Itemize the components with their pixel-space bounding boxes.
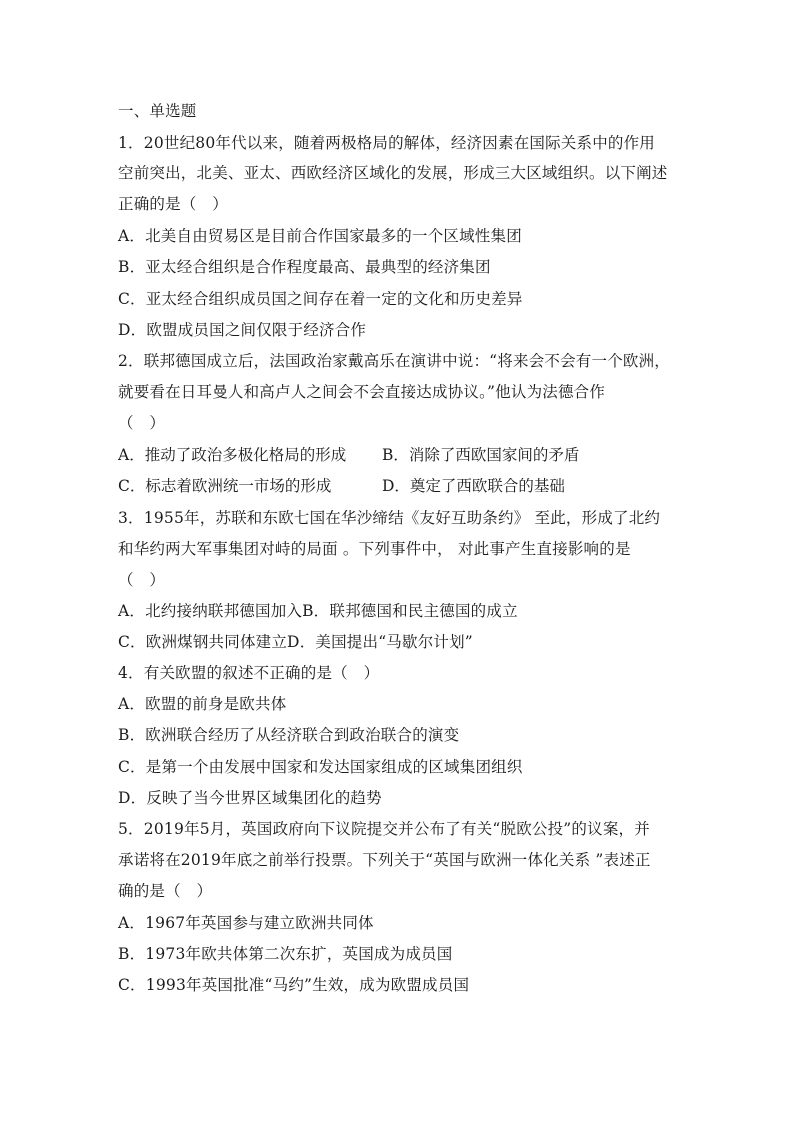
question-3-options-line-2: C．欧洲煤钢共同体建立D．美国提出“马歇尔计划” bbox=[118, 633, 473, 651]
question-5-option-b: B．1973年欧共体第二次东扩，英国成为成员国 bbox=[118, 945, 453, 963]
question-2-stem-line-2: 就要看在日耳曼人和高卢人之间会不会直接达成协议。”他认为法德合作 bbox=[118, 383, 606, 401]
question-3-options-line-1: A．北约接纳联邦德国加入B．联邦德国和民主德国的成立 bbox=[118, 602, 518, 620]
question-1-option-d: D．欧盟成员国之间仅限于经济合作 bbox=[118, 321, 367, 339]
question-4-stem-line-1: 4．有关欧盟的叙述不正确的是（ ） bbox=[118, 664, 380, 682]
question-2-stem-line-3: （ ） bbox=[118, 414, 166, 432]
question-1-stem-line-2: 空前突出，北美、亚太、西欧经济区域化的发展，形成三大区域组织。以下阐述 bbox=[118, 164, 668, 182]
question-2-stem-line-1: 2．联邦德国成立后，法国政治家戴高乐在演讲中说：“将来会不会有一个欧洲， bbox=[118, 352, 670, 370]
question-1-stem-line-3: 正确的是（ ） bbox=[118, 195, 228, 213]
question-4-option-b: B．欧洲联合经历了从经济联合到政治联合的演变 bbox=[118, 726, 460, 744]
question-2-option-a: A．推动了政治多极化格局的形成 bbox=[118, 446, 347, 464]
question-4-option-d: D．反映了当今世界区域集团化的趋势 bbox=[118, 789, 382, 807]
question-5-option-a: A．1967年英国参与建立欧洲共同体 bbox=[118, 914, 374, 932]
question-2-option-d: D．奠定了西欧联合的基础 bbox=[382, 477, 565, 495]
question-5-stem-line-3: 确的是（ ） bbox=[118, 882, 213, 900]
question-5-option-c: C．1993年英国批准“马约”生效，成为欧盟成员国 bbox=[118, 976, 470, 994]
question-3-stem-line-1: 3．1955年，苏联和东欧七国在华沙缔结《友好互助条约》 至此，形成了北约 bbox=[118, 509, 661, 527]
question-1-option-b: B．亚太经合组织是合作程度最高、最典型的经济集团 bbox=[118, 258, 491, 276]
question-1-option-c: C．亚太经合组织成员国之间存在着一定的文化和历史差异 bbox=[118, 290, 523, 308]
question-5-stem-line-1: 5．2019年5月，英国政府向下议院提交并公布了有关“脱欧公投”的议案，并 bbox=[118, 820, 650, 838]
question-2-option-c: C．标志着欧洲统一市场的形成 bbox=[118, 477, 332, 495]
question-3-stem-line-2: 和华约两大军事集团对峙的局面 。下列事件中， 对此事产生直接影响的是 bbox=[118, 540, 631, 558]
question-1-stem-line-1: 1．20世纪80年代以来，随着两极格局的解体，经济因素在国际关系中的作用 bbox=[118, 134, 656, 152]
question-4-option-c: C．是第一个由发展中国家和发达国家组成的区域集团组织 bbox=[118, 758, 523, 776]
section-title: 一、单选题 bbox=[118, 102, 197, 120]
question-4-option-a: A．欧盟的前身是欧共体 bbox=[118, 695, 287, 713]
question-5-stem-line-2: 承诺将在2019年底之前举行投票。下列关于“英国与欧洲一体化关系 ”表述正 bbox=[118, 851, 651, 869]
question-3-stem-line-3: （ ） bbox=[118, 571, 166, 589]
question-1-option-a: A．北美自由贸易区是目前合作国家最多的一个区域性集团 bbox=[118, 227, 522, 245]
question-2-option-b: B．消除了西欧国家间的矛盾 bbox=[382, 446, 580, 464]
